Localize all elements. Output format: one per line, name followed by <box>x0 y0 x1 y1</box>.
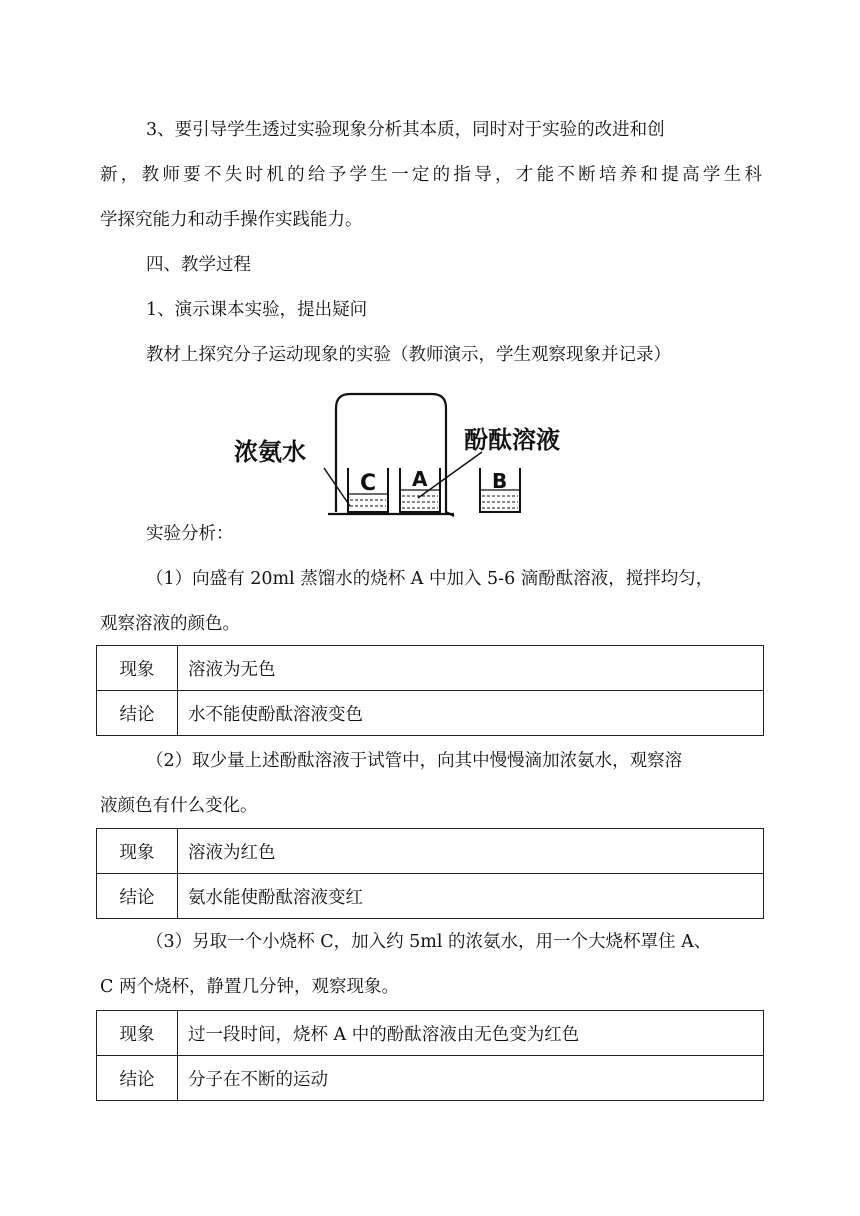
result-table-2 <box>96 828 764 919</box>
beaker-b <box>480 468 520 512</box>
beaker-c-label: C <box>360 471 377 496</box>
question-2-line-2: 液颜色有什么变化。 <box>100 796 258 816</box>
section-heading: 四、教学过程 <box>146 255 251 275</box>
paragraph-3-line-1: 3、要引导学生透过实验现象分析其本质，同时对于实验的改进和创 <box>146 120 665 140</box>
table-value: 过一段时间，烧杯 A 中的酚酞溶液由无色变为红色 <box>178 1011 764 1056</box>
table-key: 结论 <box>97 1056 178 1101</box>
table-row <box>97 691 764 736</box>
table-value: 溶液为红色 <box>178 829 764 874</box>
table-key: 结论 <box>97 691 178 736</box>
table-key: 结论 <box>97 874 178 919</box>
table-value: 氨水能使酚酞溶液变红 <box>178 874 764 919</box>
table-row <box>97 829 764 874</box>
beaker-a <box>400 467 440 512</box>
table-value: 水不能使酚酞溶液变色 <box>178 691 764 736</box>
large-beaker-outline <box>336 394 454 516</box>
table-value: 溶液为无色 <box>178 646 764 691</box>
beaker-a-label: A <box>412 467 428 491</box>
paragraph-3-line-3: 学探究能力和动手操作实践能力。 <box>100 210 363 230</box>
analysis-heading: 实验分析： <box>146 524 234 544</box>
table-row <box>97 646 764 691</box>
label-ammonia: 浓氨水 <box>234 438 306 466</box>
question-1-line-2: 观察溶液的颜色。 <box>100 614 240 634</box>
experiment-diagram <box>232 390 592 520</box>
table-row <box>97 874 764 919</box>
label-phenolphthalein: 酚酞溶液 <box>464 426 560 454</box>
result-table-1 <box>96 645 764 736</box>
result-table-3 <box>96 1010 764 1101</box>
step-heading: 1、演示课本实验，提出疑问 <box>146 300 368 320</box>
table-key: 现象 <box>97 1011 178 1056</box>
question-3-line-1: （3）另取一个小烧杯 C，加入约 5ml 的浓氨水，用一个大烧杯罩住 A、 <box>146 932 712 952</box>
paragraph-3-line-2: 新，教师要不失时机的给予学生一定的指导，才能不断培养和提高学生科 <box>100 165 762 185</box>
question-1-line-1: （1）向盛有 20ml 蒸馏水的烧杯 A 中加入 5-6 滴酚酞溶液，搅拌均匀， <box>146 569 714 589</box>
beaker-b-label: B <box>492 469 508 493</box>
beaker-c <box>348 468 388 512</box>
table-row <box>97 1011 764 1056</box>
table-key: 现象 <box>97 829 178 874</box>
experiment-intro: 教材上探究分子运动现象的实验（教师演示，学生观察现象并记录） <box>146 345 671 365</box>
question-3-line-2: C 两个烧杯，静置几分钟，观察现象。 <box>100 977 399 997</box>
table-value: 分子在不断的运动 <box>178 1056 764 1101</box>
table-key: 现象 <box>97 646 178 691</box>
pointer-line-right <box>418 452 482 498</box>
table-row <box>97 1056 764 1101</box>
question-2-line-1: （2）取少量上述酚酞溶液于试管中，向其中慢慢滴加浓氨水，观察溶 <box>146 751 683 771</box>
